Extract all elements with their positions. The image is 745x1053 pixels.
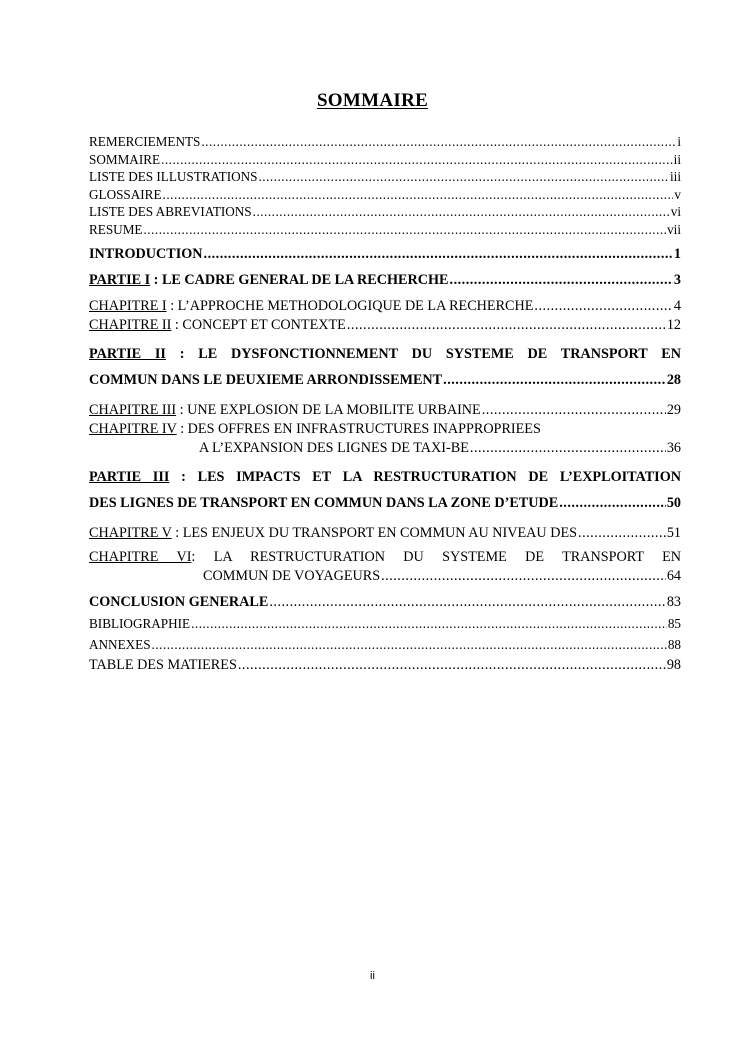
toc-page: 98	[666, 657, 681, 673]
toc-page: i	[677, 134, 681, 149]
partie-prefix: PARTIE II	[89, 346, 166, 362]
page-number-footer: ii	[370, 970, 375, 982]
toc-page: 50	[666, 495, 681, 511]
chapitre-prefix: CHAPITRE I	[89, 298, 167, 314]
chapitre-prefix: CHAPITRE VI	[89, 549, 192, 565]
toc-entry-annexes[interactable]	[89, 636, 681, 654]
page-title: SOMMAIRE	[316, 90, 429, 111]
chapitre-prefix: CHAPITRE V	[89, 525, 172, 541]
toc-entry-chapitre-1[interactable]	[89, 297, 681, 316]
toc-page: 1	[673, 246, 681, 262]
toc-entry-conclusion[interactable]	[89, 593, 681, 612]
toc-entry-introduction[interactable]	[89, 245, 681, 264]
chapitre-title: : UNE EXPLOSION DE LA MOBILITE URBAINE	[176, 402, 481, 418]
toc-page: iii	[670, 169, 681, 184]
toc-page: 64	[666, 568, 681, 584]
toc-page: 29	[666, 402, 681, 418]
chapitre-title-line-2: A L’EXPANSION DES LIGNES DE TAXI-BE	[199, 440, 469, 456]
chapitre-title: : LES ENJEUX DU TRANSPORT EN COMMUN AU NIVEAU DES	[171, 525, 578, 541]
chapitre-title-line-1: : LA RESTRUCTURATION DU SYSTEME DE TRANSPORT EN	[191, 549, 681, 565]
toc-entry-table-des-matieres[interactable]	[89, 656, 681, 675]
partie-prefix: PARTIE III	[89, 469, 170, 485]
chapitre-title-line-2: COMMUN DE VOYAGEURS	[203, 568, 381, 584]
toc-label: BIBLIOGRAPHIE	[89, 616, 191, 631]
toc-entry-chapitre-3[interactable]	[89, 401, 681, 420]
toc-entry[interactable]	[89, 203, 681, 221]
toc-label: SOMMAIRE	[89, 151, 161, 167]
toc-label: LISTE DES ILLUSTRATIONS	[89, 169, 258, 184]
toc-page: 28	[666, 372, 681, 388]
toc-page: v	[674, 186, 681, 202]
toc-label: ANNEXES	[89, 636, 151, 652]
chapitre-prefix: CHAPITRE II	[89, 317, 172, 333]
toc-label: LISTE DES ABREVIATIONS	[89, 204, 252, 219]
toc-page: 12	[666, 317, 681, 333]
chapitre-title: : L’APPROCHE METHODOLOGIQUE DE LA RECHERCHE	[166, 298, 534, 314]
toc-entry-partie-3[interactable]	[89, 464, 681, 516]
chapitre-prefix: CHAPITRE IV	[89, 421, 177, 437]
toc-label: CONCLUSION GENERALE	[89, 594, 269, 610]
toc-entry-partie-2[interactable]	[89, 341, 681, 393]
toc-page: vii	[667, 221, 681, 237]
toc-entry[interactable]	[89, 186, 681, 204]
toc-label: GLOSSAIRE	[89, 186, 162, 202]
toc-entry[interactable]	[89, 151, 681, 169]
partie-title: : LE CADRE GENERAL DE LA RECHERCHE	[150, 272, 449, 288]
toc-entry-chapitre-4[interactable]	[89, 420, 681, 458]
partie-title-line-1: : LE DYSFONCTIONNEMENT DU SYSTEME DE TRANSPORT EN	[165, 346, 681, 362]
toc-entry-partie-1[interactable]	[89, 271, 681, 290]
table-of-contents	[89, 133, 681, 675]
toc-page: 83	[666, 594, 681, 610]
toc-page: vi	[670, 204, 681, 219]
toc-page: 85	[667, 616, 681, 631]
chapitre-prefix: CHAPITRE III	[89, 402, 177, 418]
toc-entry-chapitre-6[interactable]	[89, 548, 681, 586]
toc-page: ii	[673, 151, 681, 167]
toc-page: 88	[667, 636, 681, 652]
toc-entry[interactable]	[89, 133, 681, 151]
toc-label: RESUME	[89, 221, 143, 237]
partie-title-line-2: COMMUN DANS LE DEUXIEME ARRONDISSEMENT	[89, 372, 443, 388]
toc-label: INTRODUCTION	[89, 246, 203, 262]
toc-entry-bibliographie[interactable]	[89, 615, 681, 633]
toc-page: 36	[666, 440, 681, 456]
toc-label: REMERCIEMENTS	[89, 134, 201, 149]
chapitre-title-line-1: : DES OFFRES EN INFRASTRUCTURES INAPPROPRIEES	[176, 421, 541, 437]
toc-page: 51	[666, 525, 681, 541]
toc-entry-chapitre-5[interactable]	[89, 524, 681, 543]
toc-page: 3	[673, 272, 681, 288]
toc-page: 4	[673, 298, 681, 314]
partie-title-line-2: DES LIGNES DE TRANSPORT EN COMMUN DANS LA ZONE D’ETUDE	[89, 495, 559, 511]
toc-entry[interactable]	[89, 168, 681, 186]
partie-title-line-1: : LES IMPACTS ET LA RESTRUCTURATION DE L’EXPLOITATION	[169, 469, 681, 485]
chapitre-title: : CONCEPT ET CONTEXTE	[171, 317, 346, 333]
partie-prefix: PARTIE I	[89, 272, 151, 288]
toc-label: TABLE DES MATIERES	[89, 657, 237, 673]
toc-entry-chapitre-2[interactable]	[89, 316, 681, 335]
toc-entry[interactable]	[89, 221, 681, 239]
